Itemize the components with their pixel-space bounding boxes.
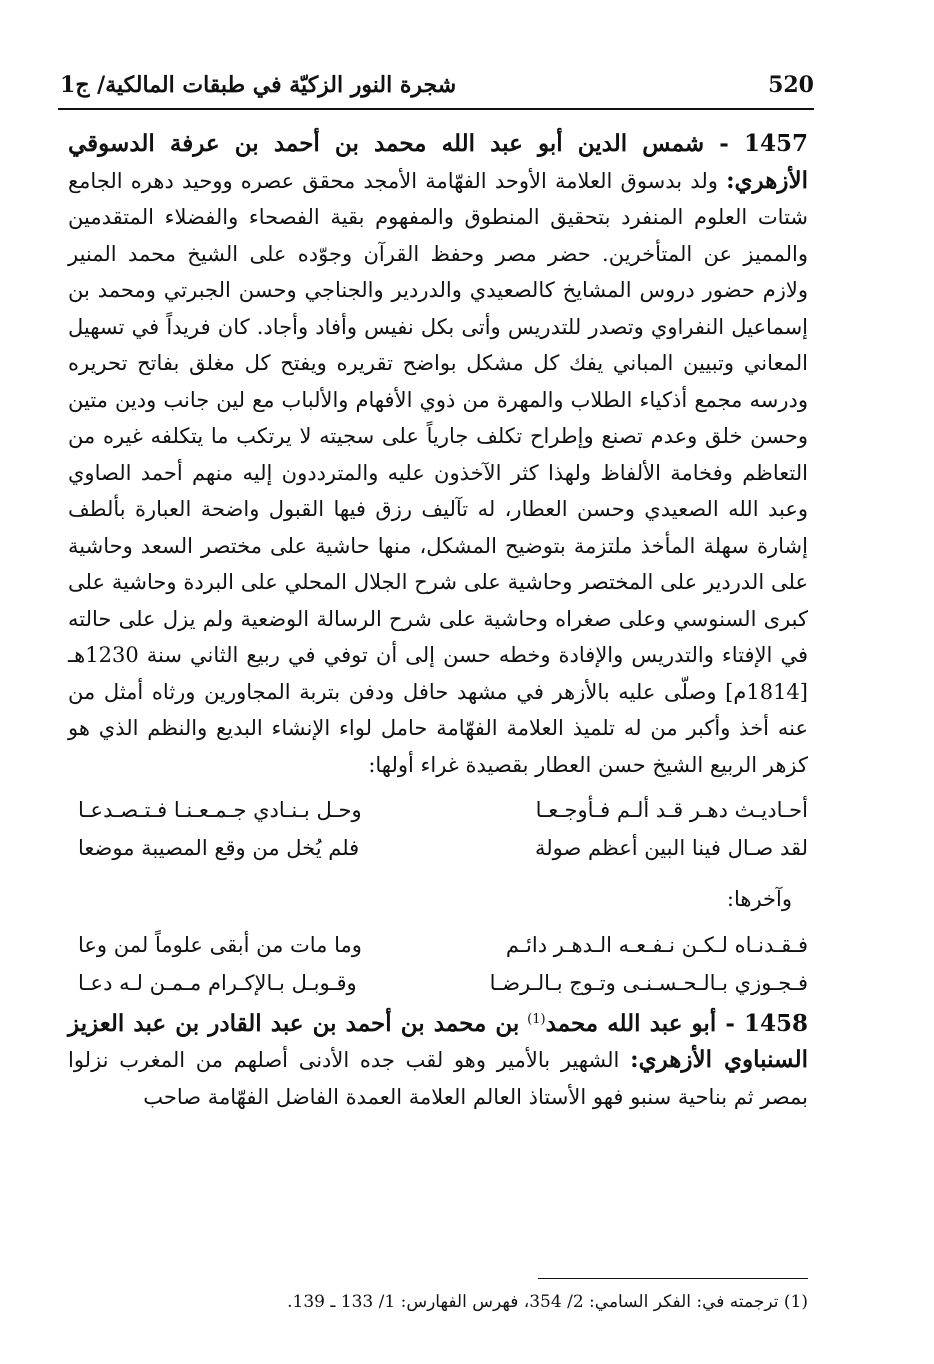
poem-ending-label: وآخرها: <box>726 887 792 911</box>
entry-1458-text: الشهير بالأمير وهو لقب جده الأدنى أصلهم من المغرب نزلوا بمصر ثم بناحية سنبو فهو الأستاذ العالم العلامة العمدة الفاضل الفهّامة صاحب <box>68 1048 808 1109</box>
entry-1457-text: ولد بدسوق العلامة الأوحد الفهّامة الأمجد محقق عصره ووحيد دهره الجامع شتات العلوم المنفرد بتحقيق المنطوق والمفهوم بقية الفصحاء والفضلاء المتقدمين والمميز عن المتأخرين. حضر مصر وحفظ القرآن وجوّده على الشيخ محمد المنير ولازم حضور دروس المشايخ كالصعيدي والدردير والجناجي وحسن الجبرتي ومحمد بن إسماعيل النفراوي وتصدر للتدريس وأتى بكل نفيس وأفاد وأجاد. كان فريداً في تسهيل المعاني وتبيين المباني يفك كل مشكل بواضح تقريره ويفتح كل مغلق بفاتح تحريره ودرسه مجمع أذكياء الطلاب والمهرة من ذوي الأفهام والألباب مع لين جانب ودين متين وحسن خلق وعدم تصنع وإطراح تكلف جارياً على سجيته لا يرتكب ما يتكلفه غيره من التعاظم وفخامة الألفاظ ولهذا كثر الآخذون عليه والمترددون إليه منهم أحمد الصاوي وعبد الله الصعيدي وحسن العطار، له تآليف رزق فيها القبول واضحة العبارة بألطف إشارة سهلة المأخذ ملتزمة بتوضيح المشكل، منها حاشية على مختصر السعد وحاشية على الدردير على المختصر وحاشية على شرح الجلال المحلي على البردة وحاشية على كبرى السنوسي وعلى صغراه وحاشية على شرح الرسالة الوضعية ولم يزل على حالته في الإفتاء والتدريس والإفادة وخطه حسن إلى أن توفي في ربيع الثاني سنة 1230هـ [1814م] وصلّى عليه بالأزهر في مشهد حافل ودفن بتربة المجاورين ورثاه أمثل من عنه أخذ وأكبر من له تلميذ العلامة الفهّامة حامل لواء الإنشاء البديع والنظم الذي هو كزهر الربيع الشيخ حسن العطار بقصيدة غراء أولها: <box>68 168 808 777</box>
footnote-marker[interactable]: (1) <box>527 1011 546 1027</box>
verse-line <box>68 791 808 829</box>
entry-1457-heading: 1457 - شمس الدين أبو عبد الله محمد بن أحمد بن عرفة الدسوقي <box>68 130 808 157</box>
verse-first-hemistich: فـقـدنـاه لـكـن نـفـعـه الـدهـر دائـم <box>505 932 808 957</box>
verse-second-hemistich: وحـل بـنـادي جـمـعـنـا فـتـصـدعـا <box>78 798 362 822</box>
running-title: شجرة النور الزكيّة في طبقات المالكية/ ج1 <box>60 72 457 98</box>
entry-1458-nisba: السنباوي الأزهري: <box>630 1046 808 1073</box>
entry-1457-nisba: الأزهري: <box>726 166 808 194</box>
header-rule <box>58 108 814 110</box>
verse-second-hemistich: وما مات من أبقى علوماً لمن وعا <box>78 932 362 957</box>
page-body <box>68 126 808 1115</box>
poem-ending <box>68 926 808 1002</box>
verse-first-hemistich: فـجـوزي بـالـحـسـنـى وتـوج بـالـرضـا <box>489 970 808 995</box>
entry-1458-lineage: بن محمد بن أحمد بن عبد القادر بن عبد العزيز <box>68 1009 520 1037</box>
footnote-rule <box>538 1278 808 1279</box>
verse-second-hemistich: فلم يُخل من وقع المصيبة موضعا <box>78 836 360 860</box>
entry-1458 <box>68 1002 808 1116</box>
entry-1458-heading: 1458 - أبو عبد الله محمد <box>545 1009 809 1037</box>
footnote: (1) ترجمته في: الفكر السامي: 2/ 354، فهرس الفهارس: 1/ 133 ـ 139. <box>287 1292 808 1312</box>
verse-second-hemistich: وقـوبـل بـالإكـرام مـمـن لـه دعـا <box>78 970 357 995</box>
entry-1457 <box>68 126 808 783</box>
verse-line <box>68 926 808 964</box>
verse-first-hemistich: أحـاديـث دهـر قـد ألـم فـأوجـعـا <box>535 798 808 822</box>
poem-opening <box>68 791 808 867</box>
verse-first-hemistich: لقد صـال فينا البين أعظم صولة <box>535 836 808 860</box>
page-header <box>60 72 814 106</box>
verse-line <box>68 964 808 1002</box>
page-number: 520 <box>768 72 814 98</box>
verse-line <box>68 829 808 867</box>
